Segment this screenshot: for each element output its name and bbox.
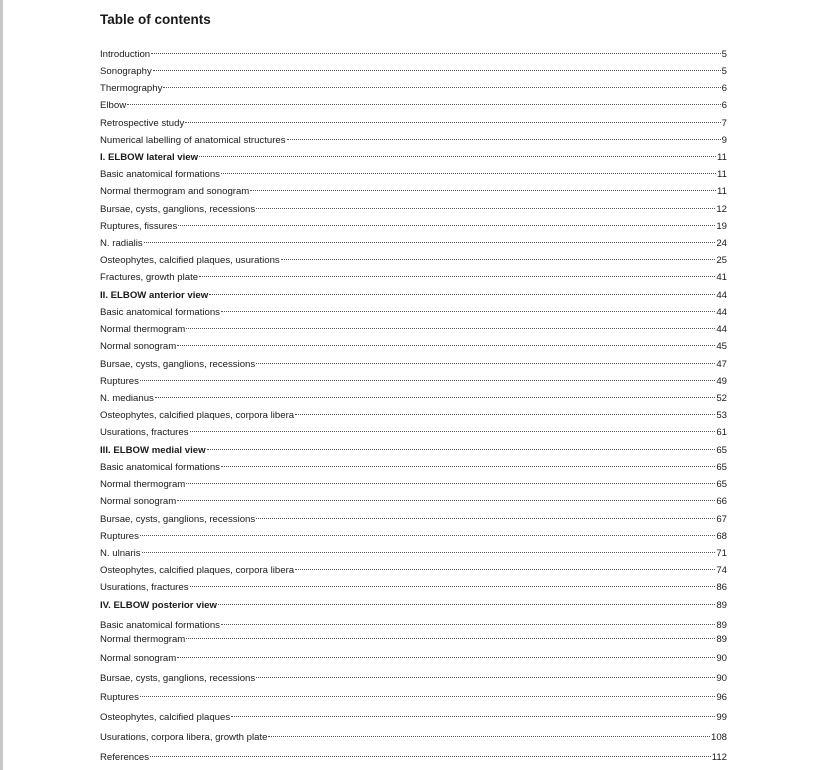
toc-entry-label: Osteophytes, calcified plaques, corpora libera <box>100 410 295 421</box>
toc-dot-leader <box>199 276 715 277</box>
toc-dot-leader <box>163 87 720 88</box>
toc-entry <box>100 672 727 686</box>
toc-entry <box>100 48 727 62</box>
toc-entry-page-number: 89 <box>716 620 727 631</box>
toc-entry-page-number: 65 <box>716 479 727 490</box>
toc-entry-page-number: 90 <box>716 673 727 684</box>
toc-entry-label: Bursae, cysts, ganglions, recessions <box>100 359 256 370</box>
toc-dot-leader <box>144 242 716 243</box>
toc-dot-leader <box>221 173 716 174</box>
toc-entry-page-number: 9 <box>721 135 727 146</box>
toc-dot-leader <box>151 53 721 54</box>
toc-entry <box>100 117 727 131</box>
toc-entry-page-number: 44 <box>716 307 727 318</box>
toc-entry-label: References <box>100 752 150 763</box>
toc-entry <box>100 99 727 113</box>
toc-entry <box>100 65 727 79</box>
toc-entry <box>100 652 727 666</box>
toc-entry-label: Elbow <box>100 100 127 111</box>
toc-entry-page-number: 6 <box>721 83 727 94</box>
toc-entry-label: Ruptures <box>100 531 139 542</box>
toc-entry <box>100 134 727 148</box>
toc-entry-page-number: 5 <box>721 66 727 77</box>
toc-entry-page-number: 44 <box>716 324 727 335</box>
toc-entry-page-number: 108 <box>710 732 727 743</box>
toc-entry <box>100 530 727 544</box>
toc-entry-page-number: 7 <box>721 118 727 129</box>
toc-entry <box>100 375 727 389</box>
toc-entry <box>100 478 727 492</box>
toc-entry-label: N. ulnaris <box>100 548 141 559</box>
toc-entry <box>100 751 727 765</box>
toc-dot-leader <box>231 716 715 717</box>
toc-dot-leader <box>221 624 715 625</box>
toc-entry-label: Normal sonogram <box>100 341 177 352</box>
toc-entry-page-number: 65 <box>716 462 727 473</box>
toc-entry <box>100 495 727 509</box>
toc-entry <box>100 306 727 320</box>
toc-entry-page-number: 96 <box>716 692 727 703</box>
toc-dot-leader <box>268 736 710 737</box>
toc-dot-leader <box>190 431 716 432</box>
toc-entry-page-number: 11 <box>717 152 727 163</box>
toc-entry-page-number: 12 <box>716 204 727 215</box>
toc-entry-page-number: 53 <box>716 410 727 421</box>
toc-entry <box>100 581 727 595</box>
toc-entry-page-number: 44 <box>716 290 727 301</box>
toc-entry <box>100 254 727 268</box>
toc-entry-label: Usurations, fractures <box>100 427 189 438</box>
toc-dot-leader <box>177 500 715 501</box>
toc-entry <box>100 271 727 285</box>
toc-entry-page-number: 6 <box>721 100 727 111</box>
toc-entry-label: Thermography <box>100 83 163 94</box>
toc-entry-page-number: 89 <box>716 600 727 611</box>
toc-entry-label: Ruptures <box>100 376 139 387</box>
toc-entry-page-number: 19 <box>716 221 727 232</box>
toc-entry <box>100 461 727 475</box>
toc-entry <box>100 409 727 423</box>
toc-entry-label: Bursae, cysts, ganglions, recessions <box>100 514 256 525</box>
toc-dot-leader <box>190 586 716 587</box>
toc-entry <box>100 323 727 337</box>
toc-entry-page-number: 24 <box>716 238 727 249</box>
page-left-border <box>0 0 3 770</box>
toc-section-heading <box>100 151 727 165</box>
toc-entry <box>100 633 727 647</box>
toc-entry-page-number: 11 <box>717 169 727 180</box>
toc-entry-page-number: 68 <box>716 531 727 542</box>
toc-entry-label: II. ELBOW anterior view <box>100 290 209 301</box>
toc-entry-label: Numerical labelling of anatomical structures <box>100 135 286 146</box>
toc-entry-label: IV. ELBOW posterior view <box>100 600 217 611</box>
toc-dot-leader <box>140 696 715 697</box>
toc-entry-page-number: 47 <box>716 359 727 370</box>
toc-dot-leader <box>150 756 711 757</box>
toc-entry-label: N. medianus <box>100 393 154 404</box>
toc-entry-page-number: 61 <box>716 427 727 438</box>
toc-dot-leader <box>281 259 716 260</box>
toc-dot-leader <box>250 190 716 191</box>
toc-entry-page-number: 45 <box>716 341 727 352</box>
toc-dot-leader <box>186 638 715 639</box>
toc-entry-label: Usurations, fractures <box>100 582 189 593</box>
toc-entry-label: Normal thermogram and sonogram <box>100 186 250 197</box>
toc-dot-leader <box>153 70 721 71</box>
toc-entry-label: N. radialis <box>100 238 143 249</box>
toc-dot-leader <box>295 414 715 415</box>
toc-entry-page-number: 74 <box>716 565 727 576</box>
toc-entry <box>100 220 727 234</box>
toc-section-heading <box>100 599 727 613</box>
toc-dot-leader <box>177 657 715 658</box>
toc-dot-leader <box>221 466 715 467</box>
toc-entry-page-number: 71 <box>716 548 727 559</box>
toc-dot-leader <box>127 104 721 105</box>
toc-entry-label: Fractures, growth plate <box>100 272 199 283</box>
toc-entry-page-number: 86 <box>716 582 727 593</box>
toc-dot-leader <box>142 552 716 553</box>
toc-entry <box>100 392 727 406</box>
toc-dot-leader <box>186 328 715 329</box>
toc-entry-label: Normal thermogram <box>100 324 186 335</box>
toc-dot-leader <box>140 535 715 536</box>
toc-entry-page-number: 11 <box>717 186 727 197</box>
toc-entry <box>100 426 727 440</box>
toc-dot-leader <box>155 397 715 398</box>
toc-entry-label: Introduction <box>100 49 151 60</box>
toc-entry <box>100 203 727 217</box>
toc-entry-page-number: 90 <box>716 653 727 664</box>
toc-entry-page-number: 65 <box>716 445 727 456</box>
toc-entry-label: Usurations, corpora libera, growth plate <box>100 732 268 743</box>
toc-dot-leader <box>218 604 715 605</box>
toc-dot-leader <box>221 311 715 312</box>
toc-entry-label: Basic anatomical formations <box>100 462 220 473</box>
toc-entry-label: III. ELBOW medial view <box>100 445 206 456</box>
toc-entry-label: Basic anatomical formations <box>100 307 220 318</box>
toc-dot-leader <box>207 449 716 450</box>
toc-dot-leader <box>287 139 721 140</box>
toc-entry-page-number: 49 <box>716 376 727 387</box>
toc-dot-leader <box>209 294 715 295</box>
toc-dot-leader <box>256 208 715 209</box>
toc-entry-page-number: 5 <box>721 49 727 60</box>
toc-entry-page-number: 99 <box>716 712 727 723</box>
toc-entry-label: I. ELBOW lateral view <box>100 152 199 163</box>
toc-dot-leader <box>256 518 715 519</box>
toc-entry-page-number: 112 <box>711 752 727 763</box>
toc-entry-label: Ruptures <box>100 692 139 703</box>
toc-section-heading <box>100 444 727 458</box>
toc-entry-label: Sonography <box>100 66 152 77</box>
toc-entry-label: Basic anatomical formations <box>100 620 220 631</box>
toc-entry <box>100 691 727 705</box>
toc-entry-page-number: 41 <box>716 272 727 283</box>
toc-dot-leader <box>177 345 715 346</box>
toc-entry <box>100 547 727 561</box>
toc-entry <box>100 82 727 96</box>
toc-entry <box>100 619 727 633</box>
toc-entry-label: Normal sonogram <box>100 653 177 664</box>
toc-entry <box>100 168 727 182</box>
toc-entry-page-number: 52 <box>716 393 727 404</box>
toc-entry-label: Bursae, cysts, ganglions, recessions <box>100 673 256 684</box>
toc-dot-leader <box>185 122 720 123</box>
toc-dot-leader <box>178 225 715 226</box>
toc-entry-label: Osteophytes, calcified plaques, usurations <box>100 255 280 266</box>
toc-dot-leader <box>140 380 715 381</box>
toc-entry-label: Ruptures, fissures <box>100 221 178 232</box>
toc-entry-label: Normal sonogram <box>100 496 177 507</box>
toc-entry-label: Bursae, cysts, ganglions, recessions <box>100 204 256 215</box>
toc-entry <box>100 340 727 354</box>
toc-entry-label: Retrospective study <box>100 118 185 129</box>
toc-entry-label: Normal thermogram <box>100 634 186 645</box>
toc-entry-label: Osteophytes, calcified plaques, corpora libera <box>100 565 295 576</box>
toc-entry-page-number: 66 <box>716 496 727 507</box>
toc-entry-label: Basic anatomical formations <box>100 169 220 180</box>
toc-section-heading <box>100 289 727 303</box>
toc-entry <box>100 731 727 745</box>
toc-entry <box>100 358 727 372</box>
toc-dot-leader <box>186 483 715 484</box>
toc-entry <box>100 564 727 578</box>
toc-dot-leader <box>295 569 715 570</box>
toc-entry <box>100 711 727 725</box>
toc-entry-page-number: 67 <box>716 514 727 525</box>
toc-dot-leader <box>256 677 715 678</box>
toc-entry <box>100 513 727 527</box>
toc-entry <box>100 237 727 251</box>
toc-entry-label: Osteophytes, calcified plaques <box>100 712 231 723</box>
toc-title: Table of contents <box>100 12 211 27</box>
toc-entry <box>100 185 727 199</box>
toc-entry-page-number: 25 <box>716 255 727 266</box>
toc-dot-leader <box>256 363 715 364</box>
toc-dot-leader <box>199 156 716 157</box>
toc-entry-page-number: 89 <box>716 634 727 645</box>
toc-entry-label: Normal thermogram <box>100 479 186 490</box>
